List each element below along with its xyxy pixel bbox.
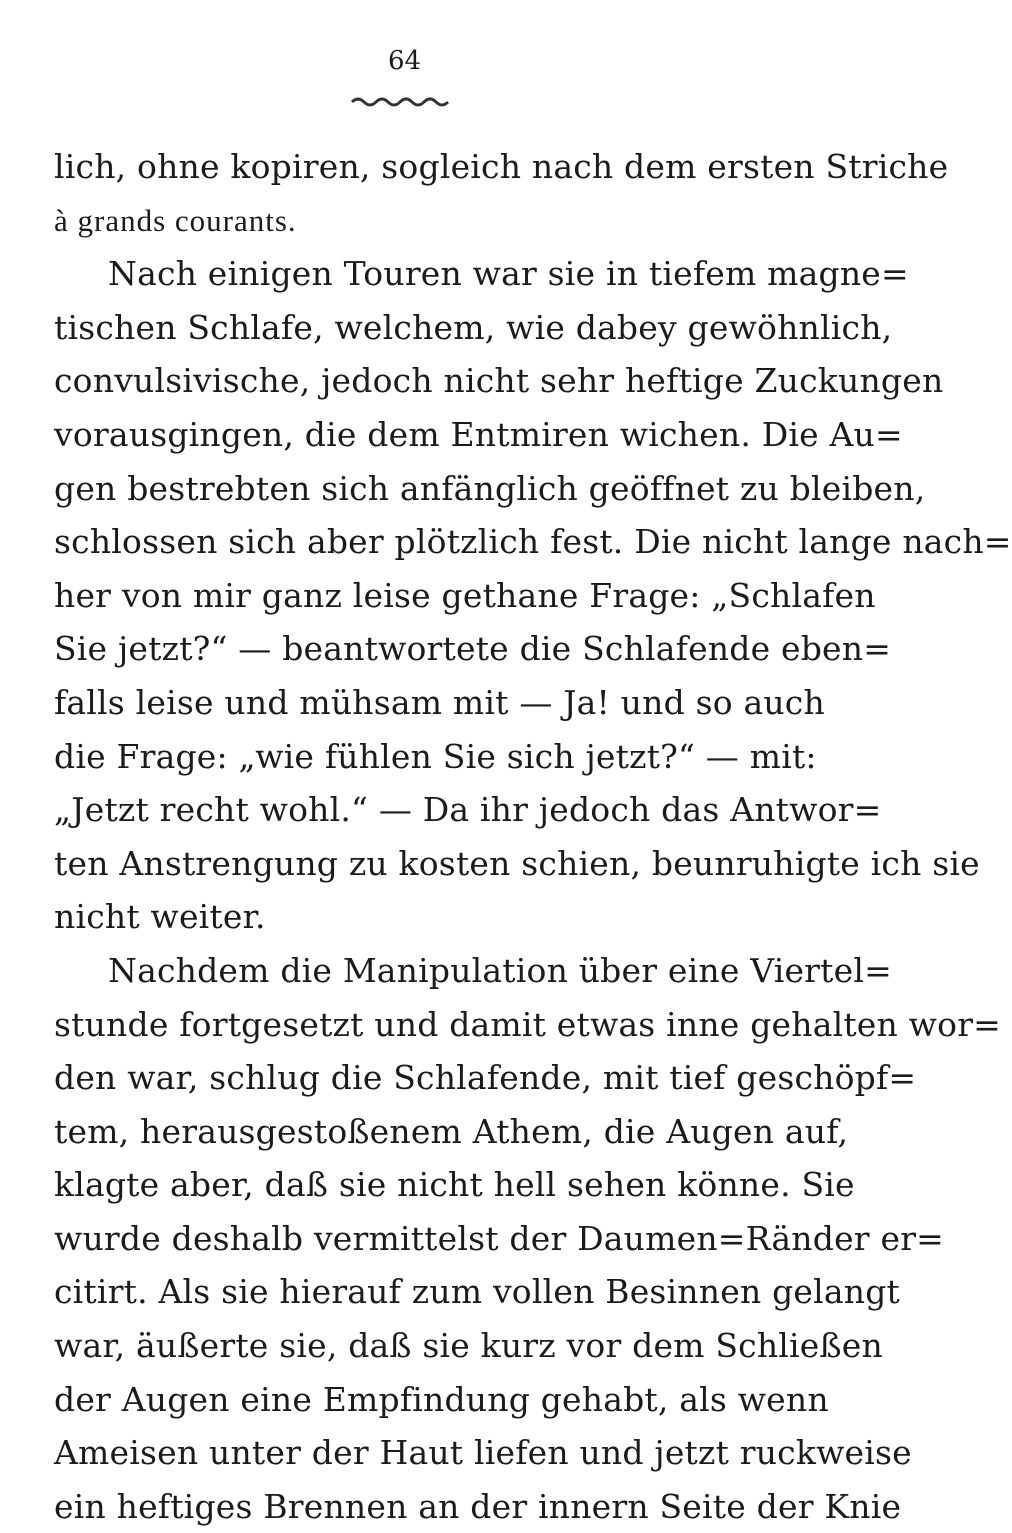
text-line: der Augen eine Empfindung gehabt, als wenn — [54, 1379, 829, 1419]
text-line: war, äußerte sie, daß sie kurz vor dem Schließen — [54, 1326, 883, 1366]
text-line: stunde fortgesetzt und damit etwas inne gehalten wor= — [54, 1004, 1002, 1044]
text-line: lich, ohne kopiren, sogleich nach dem ersten Striche — [54, 147, 949, 186]
text-line: Sie jetzt?“ — beantwortete die Schlafende eben= — [54, 629, 892, 669]
text-line: convulsivische, jedoch nicht sehr heftige Zuckungen — [54, 361, 944, 401]
text-line: Ameisen unter der Haut liefen und jetzt ruckweise — [54, 1433, 912, 1473]
text-line: „Jetzt recht wohl.“ — Da ihr jedoch das Antwor= — [54, 790, 882, 830]
text-line: nicht weiter. — [54, 897, 266, 937]
text-line: tischen Schlafe, welchem, wie dabey gewöhnlich, — [54, 307, 893, 347]
text-line: gen bestrebten sich anfänglich geöffnet zu bleiben, — [54, 468, 926, 508]
text-line: à grands courants. — [54, 202, 297, 238]
text-line: ten Anstrengung zu kosten schien, beunruhigte ich sie — [54, 843, 980, 883]
ornament-rule-icon — [348, 90, 458, 110]
text-line: den war, schlug die Schlafende, mit tief geschöpf= — [54, 1058, 917, 1098]
text-line: schlossen sich aber plötzlich fest. Die nicht lange nach= — [54, 522, 1012, 562]
paragraph-start-line: Nach einigen Touren war sie in tiefem magne= — [108, 254, 909, 294]
text-line: klagte aber, daß sie nicht hell sehen könne. Sie — [54, 1165, 855, 1205]
text-line: ein heftiges Brennen an der innern Seite der Knie — [54, 1486, 902, 1526]
text-line: falls leise und mühsam mit — Ja! und so auch — [54, 682, 825, 722]
text-line: vorausgingen, die dem Entmiren wichen. Die Au= — [54, 414, 903, 454]
text-line: her von mir ganz leise gethane Frage: „Schlafen — [54, 575, 876, 615]
body-text — [54, 140, 1012, 1533]
paragraph-start-line: Nachdem die Manipulation über eine Viertel= — [108, 950, 892, 990]
text-line: tem, herausgestoßenem Athem, die Augen auf, — [54, 1111, 849, 1151]
page-number: 64 — [388, 46, 422, 76]
text-line: citirt. Als sie hierauf zum vollen Besinnen gelangt — [54, 1272, 901, 1312]
text-line: die Frage: „wie fühlen Sie sich jetzt?“ — mit: — [54, 736, 817, 776]
text-line: wurde deshalb vermittelst der Daumen=Ränder er= — [54, 1218, 945, 1258]
